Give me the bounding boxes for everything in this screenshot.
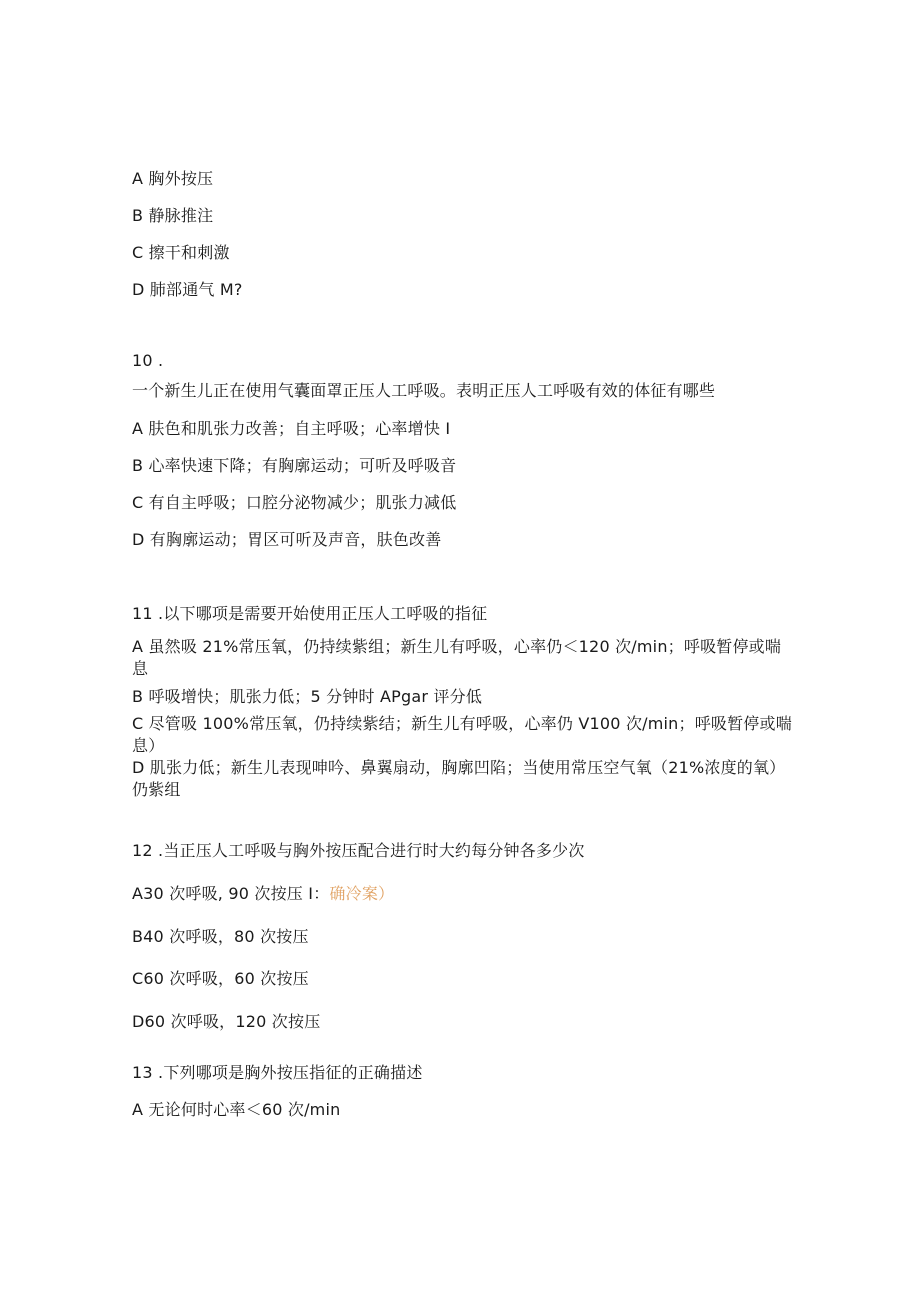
question-12-option-c: C60 次呼吸，60 次按压 [132, 969, 309, 988]
question-12-option-b: B40 次呼吸，80 次按压 [132, 927, 309, 946]
question-10-text: 一个新生儿正在使用气囊面罩正压人工呼吸。表明正压人工呼吸有效的体征有哪些 [132, 381, 716, 400]
question-11-option-c: C 尽管吸 100%常压氧，仍持续紫结；新生儿有呼吸，心率仍 V100 次/min；呼吸暂停或喘息） [132, 714, 792, 755]
question-10-option-a: A 肤色和肌张力改善；自主呼吸；心率增快 I [132, 419, 451, 438]
question-10-number: 10 . [132, 351, 164, 370]
question-11-option-d: D 肌张力低；新生儿表现呻吟、鼻翼扇动，胸廓凹陷；当使用常压空气氧（21%浓度的氧）仍紫组 [132, 758, 786, 799]
question-12-text: 12 .当正压人工呼吸与胸外按压配合进行时大约每分钟各多少次 [132, 841, 585, 860]
question-13-option-a: A 无论何时心率＜60 次/min [132, 1100, 341, 1119]
question-10-option-c: C 有自主呼吸；口腔分泌物减少；肌张力减低 [132, 493, 457, 512]
question-12-option-d: D60 次呼吸，120 次按压 [132, 1012, 321, 1031]
question-11-option-b: B 呼吸增快；肌张力低；5 分钟时 APgar 评分低 [132, 687, 483, 706]
question-10-option-b: B 心率快速下降；有胸廓运动；可听及呼吸音 [132, 456, 457, 475]
option-a-text: A30 次呼吸, 90 次按压 I： [132, 884, 330, 903]
question-11-option-a: A 虽然吸 21%常压氧，仍持续紫组；新生儿有呼吸，心率仍＜120 次/min；呼吸暂停或喘息 [132, 637, 782, 678]
question-12-option-a [132, 883, 394, 905]
question-13-text: 13 .下列哪项是胸外按压指征的正确描述 [132, 1063, 423, 1082]
question-11-text: 11 .以下哪项是需要开始使用正压人工呼吸的指征 [132, 604, 488, 623]
answer-annotation: 确冷案） [329, 884, 395, 903]
question-10-option-d: D 有胸廓运动；胃区可听及声音，肤色改善 [132, 530, 442, 549]
option-b: B 静脉推注 [132, 206, 214, 225]
option-a: A 胸外按压 [132, 169, 214, 188]
option-d: D 肺部通气 M? [132, 280, 243, 299]
option-c: C 擦干和刺激 [132, 243, 230, 262]
